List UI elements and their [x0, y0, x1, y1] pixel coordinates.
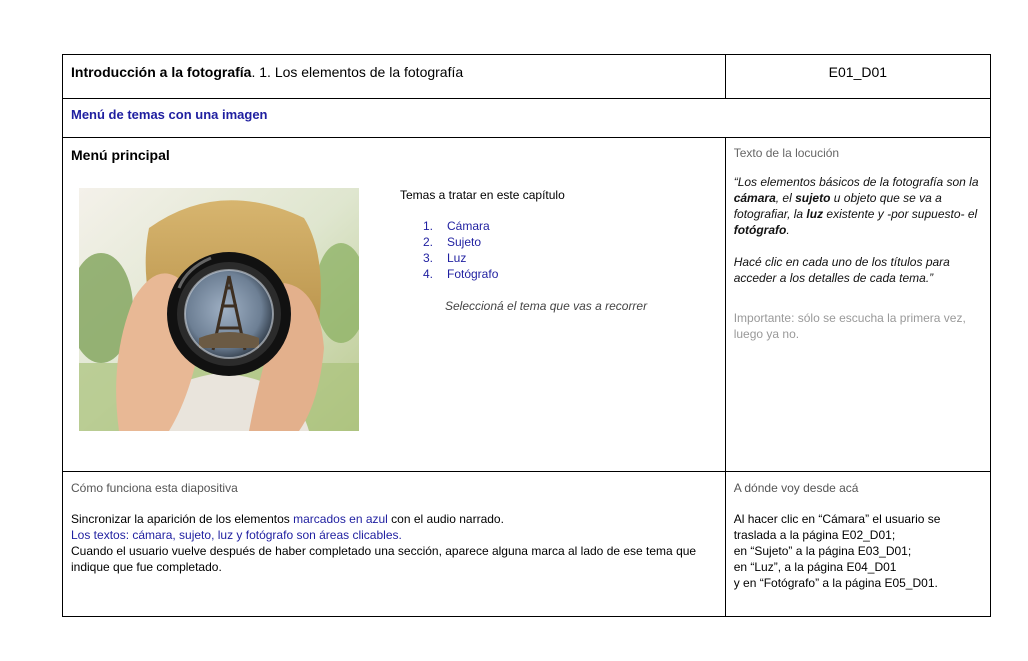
navigation-line: y en “Fotógrafo” a la página E05_D01. — [733, 576, 938, 590]
how-it-works-body — [71, 511, 717, 575]
how-line-1-blue: marcados en azul — [293, 512, 388, 526]
photographer-image — [79, 188, 359, 431]
section-title: . 1. Los elementos de la fotografía — [251, 64, 464, 80]
narration-run: . — [786, 223, 790, 237]
how-line-3: Cuando el usuario vuelve después de haber completado una sección, aparece alguna marca al lado de ese tema que indique que fue completado. — [71, 544, 697, 574]
how-line-1-post: con el audio narrado. — [387, 512, 504, 526]
narration-run: existente y -por supuesto- el — [823, 207, 978, 221]
topics-list — [423, 218, 498, 282]
topic-item-camara[interactable] — [423, 218, 498, 234]
topic-item-fotografo[interactable] — [423, 266, 498, 282]
navigation-line: en “Sujeto” a la página E03_D01; — [733, 544, 912, 558]
topic-item-luz[interactable] — [423, 250, 498, 266]
storyboard-table — [62, 54, 991, 617]
course-title: Introducción a la fotografía — [71, 64, 252, 80]
narration-paragraph-2: Hacé clic en cada uno de los títulos para acceder a los detalles de cada tema.” — [733, 255, 950, 285]
how-line-1 — [71, 511, 717, 527]
how-it-works-cell — [63, 472, 726, 617]
narration-heading: Texto de la locución — [733, 146, 840, 160]
how-line-2: Los textos: cámara, sujeto, luz y fotógrafo son áreas clicables. — [71, 528, 402, 542]
topic-number: 1. — [423, 219, 434, 233]
topic-number: 3. — [423, 251, 434, 265]
topic-link-camara[interactable]: Cámara — [447, 219, 490, 233]
narration-run: u objeto que se va a fotografiar, la — [733, 191, 942, 221]
narration-keyword: fotógrafo — [733, 223, 787, 237]
navigation-cell — [725, 472, 990, 617]
narration-keyword: sujeto — [795, 191, 831, 205]
navigation-heading: A dónde voy desde acá — [733, 481, 859, 495]
topic-link-fotografo[interactable]: Fotógrafo — [447, 267, 499, 281]
topic-number: 2. — [423, 235, 434, 249]
main-menu-cell — [63, 138, 726, 472]
how-it-works-heading: Cómo funciona esta diapositiva — [71, 481, 238, 495]
navigation-body — [734, 511, 982, 591]
narration-keyword: luz — [806, 207, 824, 221]
slide-code: E01_D01 — [725, 55, 990, 99]
narration-keyword: cámara — [733, 191, 776, 205]
important-note: Importante: sólo se escucha la primera vez, luego ya no. — [733, 311, 966, 341]
narration-cell — [725, 138, 990, 472]
narration-text — [734, 174, 982, 286]
narration-run: , el — [775, 191, 796, 205]
slide-subtitle: Menú de temas con una imagen — [63, 99, 991, 138]
topics-intro: Temas a tratar en este capítulo — [400, 188, 565, 202]
topic-link-sujeto[interactable]: Sujeto — [447, 235, 482, 249]
topic-item-sujeto[interactable] — [423, 234, 498, 250]
how-line-1-pre: Sincronizar la aparición de los elementos — [71, 512, 294, 526]
select-hint: Seleccioná el tema que vas a recorrer — [445, 299, 648, 313]
topic-number: 4. — [423, 267, 434, 281]
main-menu-title: Menú principal — [71, 147, 170, 163]
narration-run: “Los elementos básicos de la fotografía son la — [733, 175, 979, 189]
title-cell — [63, 55, 726, 99]
narration-paragraph-1 — [734, 174, 982, 238]
navigation-line: en “Luz”, a la página E04_D01 — [733, 560, 897, 574]
navigation-line: Al hacer clic en “Cámara” el usuario se traslada a la página E02_D01; — [733, 512, 941, 542]
topic-link-luz[interactable]: Luz — [447, 251, 467, 265]
